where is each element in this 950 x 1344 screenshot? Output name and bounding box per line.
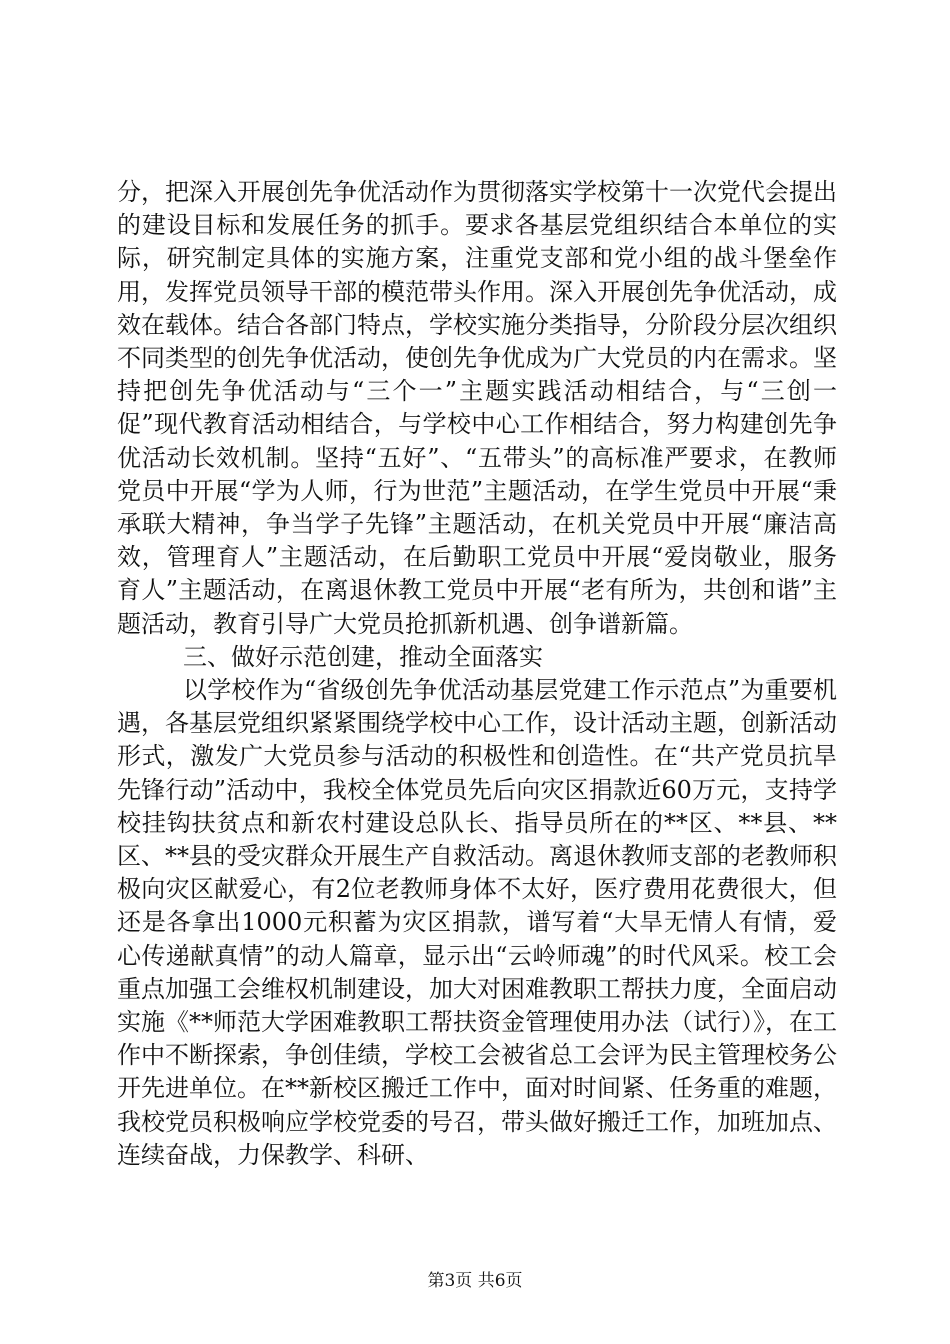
section-heading: 三、做好示范创建，推动全面落实: [183, 642, 543, 671]
body-paragraph: 分，把深入开展创先争优活动作为贯彻落实学校第十一次党代会提出的建设目标和发展任务的抓手。要求各基层党组织结合本单位的实际，研究制定具体的实施方案，注重党支部和党小组的战斗堡垒作用，发挥党员领导干部的模范带头作用。深入开展创先争优活动，成效在载体。结合各部门特点，学校实施分类指导，分阶段分层次组织不同类型的创先争优活动，使创先争优成为广大党员的内在需求。坚持把创先争优活动与“三个一”主题实践活动相结合，与“三创一促”现代教育活动相结合，与学校中心工作相结合，努力构建创先争优活动长效机制。坚持“五好”、“五带头”的高标准严要求，在教师党员中开展“学为人师，行为世范”主题活动，在学生党员中开展“秉承联大精神，争当学子先锋”主题活动，在机关党员中开展“廉洁高效，管理育人”主题活动，在后勤职工党员中开展“爱岗敬业，服务育人”主题活动，在离退休教工党员中开展“老有所为，共创和谐”主题活动，教育引导广大党员抢抓新机遇、创争谱新篇。: [117, 178, 837, 638]
page-footer: 第3页 共6页: [427, 1271, 523, 1291]
body-paragraph: 以学校作为“省级创先争优活动基层党建工作示范点”为重要机遇，各基层党组织紧紧围绕学校中心工作，设计活动主题，创新活动形式，激发广大党员参与活动的积极性和创造性。在“共产党员抗旱先锋行动”活动中，我校全体党员先后向灾区捐款近60万元，支持学校挂钩扶贫点和新农村建设总队长、指导员所在的**区、**县、**区、**县的受灾群众开展生产自救活动。离退休教师支部的老教师积极向灾区献爱心，有2位老教师身体不太好，医疗费用花费很大，但还是各拿出1000元积蓄为灾区捐款，谱写着“大旱无情人有情，爱心传递献真情”的动人篇章，显示出“云岭师魂”的时代风采。校工会重点加强工会维权机制建设，加大对困难教职工帮扶力度，全面启动实施《**师范大学困难教职工帮扶资金管理使用办法（试行）》，在工作中不断探索，争创佳绩，学校工会被省总工会评为民主管理校务公开先进单位。在**新校区搬迁工作中，面对时间紧、任务重的难题，我校党员积极响应学校党委的号召，带头做好搬迁工作，加班加点、连续奋战，力保教学、科研、: [117, 676, 837, 1169]
document-body: [117, 176, 837, 1172]
